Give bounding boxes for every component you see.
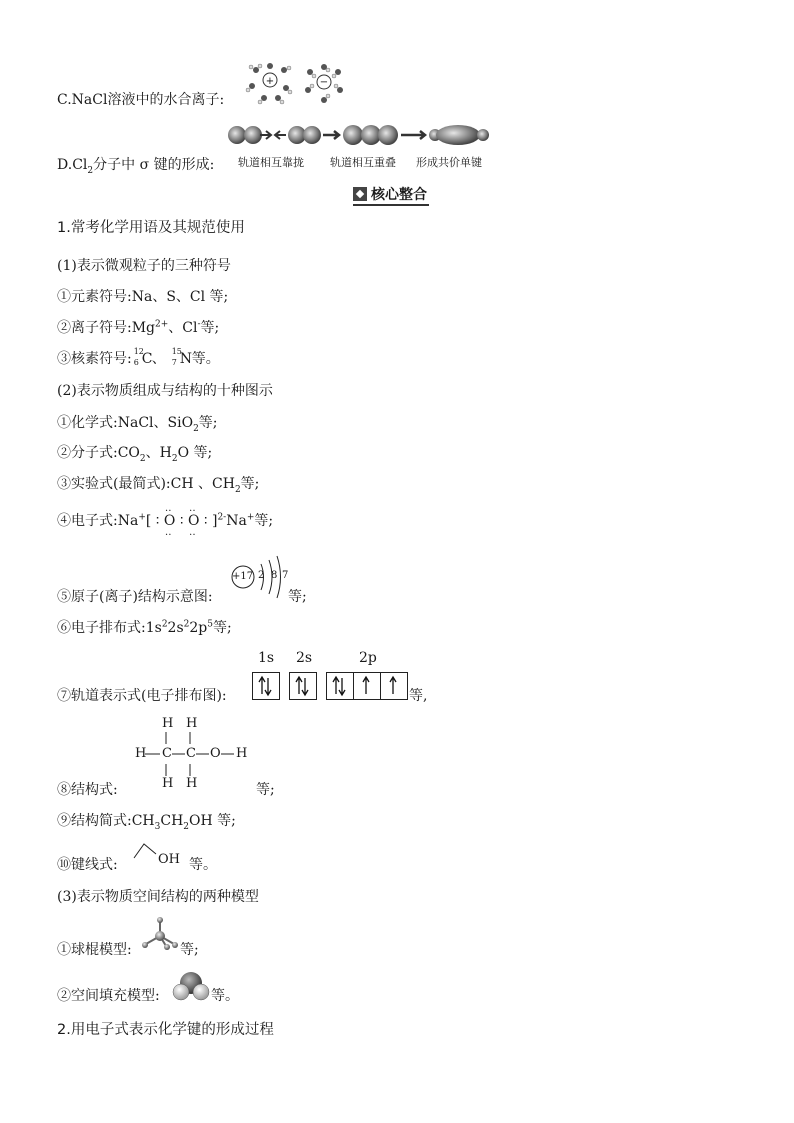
ball-stick-model <box>140 916 182 952</box>
heading-1-2: (2)表示物质组成与结构的十种图示 <box>57 383 273 399</box>
atom-c: C <box>186 746 196 761</box>
heading-1-3: (3)表示物质空间结构的两种模型 <box>57 889 259 905</box>
config-sup-3: 5 <box>207 619 213 630</box>
skeletal-oh: OH <box>158 852 180 867</box>
empirical-tail: 等; <box>240 476 260 492</box>
item-electron-config <box>57 618 232 638</box>
hydrated-cation <box>246 63 292 104</box>
config-a: ⑥电子排布式:1s <box>57 620 162 636</box>
item-orbital-diagram <box>57 686 227 706</box>
nuclide-n15 <box>171 347 192 367</box>
space-filling-label: ②空间填充模型: <box>57 988 160 1004</box>
option-c-text: 溶液中的水合离子: <box>107 92 225 108</box>
nuclide-tail: 等。 <box>191 351 220 367</box>
structural-formula-label: ⑧结构式: <box>57 782 118 798</box>
atom-h: H <box>186 776 198 791</box>
ion-sup-a: 2+ <box>155 319 169 330</box>
atom-h: H <box>236 746 248 761</box>
empirical-sub: 2 <box>234 484 241 495</box>
nuclide-c12-mass: 12 <box>133 347 144 356</box>
sigma-caption-2: 轨道相互重叠 <box>330 156 396 169</box>
simplified-sub-1: 3 <box>154 821 161 832</box>
nuclide-n15-symbol: N <box>179 351 192 367</box>
nuclide-n15-z: 7 <box>171 358 177 367</box>
orbital-label-2p: 2p <box>359 650 377 666</box>
heading-1: 1.常考化学用语及其规范使用 <box>57 220 245 236</box>
heading-2: 2.用电子式表示化学键的形成过程 <box>57 1022 274 1038</box>
chem-formula-tail: 等; <box>198 415 218 431</box>
option-d-text: 分子中 σ 键的形成: <box>93 157 215 173</box>
item-molecular-formula <box>57 443 212 463</box>
ef-bracket-close: ∶ ] <box>203 513 218 529</box>
nuclide-c12-z: 6 <box>133 358 139 367</box>
item-chemical-formula <box>57 413 218 433</box>
item-nuclide-symbol <box>57 349 220 369</box>
option-d-prefix: D. <box>57 157 73 173</box>
item-electron-formula <box>57 511 273 531</box>
section-badge <box>353 184 429 206</box>
config-tail: 等; <box>212 620 232 636</box>
shell-1: 2 <box>258 570 265 581</box>
item-empirical-formula <box>57 474 259 494</box>
ef-colon: ∶ <box>179 513 184 529</box>
config-sup-1: 2 <box>161 619 168 630</box>
hydrated-ions-figure <box>244 62 356 106</box>
item-structural-formula <box>57 780 118 800</box>
sigma-caption-3: 形成共价单键 <box>416 156 482 169</box>
mol-formula-b-sub: 2 <box>171 453 178 464</box>
skeletal-formula <box>130 840 160 860</box>
item-space-filling <box>57 986 160 1006</box>
option-d-subscript: 2 <box>87 165 94 176</box>
structure-diagram-tail: 等; <box>288 589 307 605</box>
ion-text-c: 等; <box>200 320 220 336</box>
ball-stick-tail: 等; <box>180 942 199 958</box>
item-element-symbol: ①元素符号:Na、S、Cl 等; <box>57 289 229 305</box>
hydrated-anion <box>305 64 343 103</box>
shell-2: 8 <box>271 570 278 581</box>
option-d <box>57 155 214 175</box>
nuclide-separator: 、 <box>151 351 166 367</box>
option-c-prefix: C. <box>57 92 72 108</box>
config-b: 2s <box>167 620 184 636</box>
orbitals-near <box>288 126 321 144</box>
skeletal-tail: 等。 <box>189 857 217 873</box>
atom-o: O <box>210 746 221 761</box>
simplified-b: CH <box>160 813 184 829</box>
item-ion-symbol <box>57 318 219 338</box>
ef-oxygen-1: ‥ O ‥ <box>164 511 175 531</box>
orbital-diagram-label: ⑦轨道表示式(电子排布图): <box>57 688 227 704</box>
sigma-bond-figure <box>226 122 492 148</box>
simplified-sub-2: 2 <box>183 821 190 832</box>
ef-bracket-open: [ ∶ <box>145 513 160 529</box>
space-filling-tail: 等。 <box>211 988 239 1004</box>
svg-text:+: + <box>265 76 275 87</box>
nuclide-c12 <box>133 347 153 367</box>
nuclide-c12-symbol: C <box>141 351 153 367</box>
ef-oxygen-2: ‥ O ‥ <box>188 511 199 531</box>
ion-text-b: 、Cl <box>168 320 198 336</box>
ef-charge: 2- <box>217 512 227 523</box>
chem-formula-sub: 2 <box>193 423 199 434</box>
option-c-formula: NaCl <box>71 92 108 108</box>
atom-h: H <box>135 746 147 761</box>
option-c <box>57 90 224 110</box>
svg-text:−: − <box>319 77 329 88</box>
ef-na: ④电子式:Na <box>57 513 139 529</box>
item-structure-diagram <box>57 587 213 607</box>
nucleus-charge: +17 <box>232 571 254 582</box>
mol-formula-tail: O 等; <box>177 445 213 461</box>
option-d-formula: Cl <box>72 157 88 173</box>
empirical-text: ③实验式(最简式):CH 、CH <box>57 476 235 492</box>
orbitals-overlap <box>343 125 398 145</box>
nuclide-label: ③核素符号: <box>57 351 132 367</box>
bond-lines <box>130 712 250 792</box>
ef-na-2-charge: + <box>246 512 255 523</box>
atom-h: H <box>186 716 198 731</box>
ef-tail: 等; <box>254 513 274 529</box>
heading-1-1: (1)表示微观粒子的三种符号 <box>57 258 231 274</box>
atom-h: H <box>162 776 174 791</box>
nuclide-n15-mass: 15 <box>171 347 182 356</box>
ion-text-a: ②离子符号:Mg <box>57 320 156 336</box>
mol-formula-b: 、H <box>145 445 172 461</box>
atom-h: H <box>162 716 174 731</box>
orbital-diagram-tail: 等, <box>409 688 428 704</box>
sigma-bond-result <box>429 125 489 145</box>
orbital-label-1s: 1s <box>258 650 275 666</box>
mol-formula-a: ②分子式:CO <box>57 445 140 461</box>
ef-na-charge: + <box>138 512 146 523</box>
config-sup-2: 2 <box>183 619 190 630</box>
sigma-caption-1: 轨道相互靠拢 <box>238 156 304 169</box>
structure-diagram-label: ⑤原子(离子)结构示意图: <box>57 589 213 605</box>
atom-c: C <box>162 746 172 761</box>
orbital-label-2s: 2s <box>296 650 313 666</box>
section-badge-label: 核心整合 <box>371 187 427 203</box>
shell-3: 7 <box>282 570 289 581</box>
ion-sup-b: - <box>197 319 201 330</box>
item-ball-stick <box>57 940 132 960</box>
simplified-a: ⑨结构简式:CH <box>57 813 155 829</box>
space-filling-model <box>172 970 210 1004</box>
diamond-icon <box>353 187 367 201</box>
mol-formula-a-sub: 2 <box>139 453 146 464</box>
simplified-tail: OH 等; <box>189 813 236 829</box>
skeletal-label: ⑩键线式: <box>57 857 118 873</box>
ball-stick-label: ①球棍模型: <box>57 942 132 958</box>
item-structural-simplified <box>57 811 236 831</box>
orbitals-approach <box>228 126 262 144</box>
config-c: 2p <box>189 620 208 636</box>
structural-formula-tail: 等; <box>256 782 275 798</box>
ef-na-2: Na <box>226 513 247 529</box>
chem-formula-text: ①化学式:NaCl、SiO <box>57 415 194 431</box>
orbital-arrows <box>252 672 408 700</box>
item-skeletal-formula <box>57 855 118 875</box>
